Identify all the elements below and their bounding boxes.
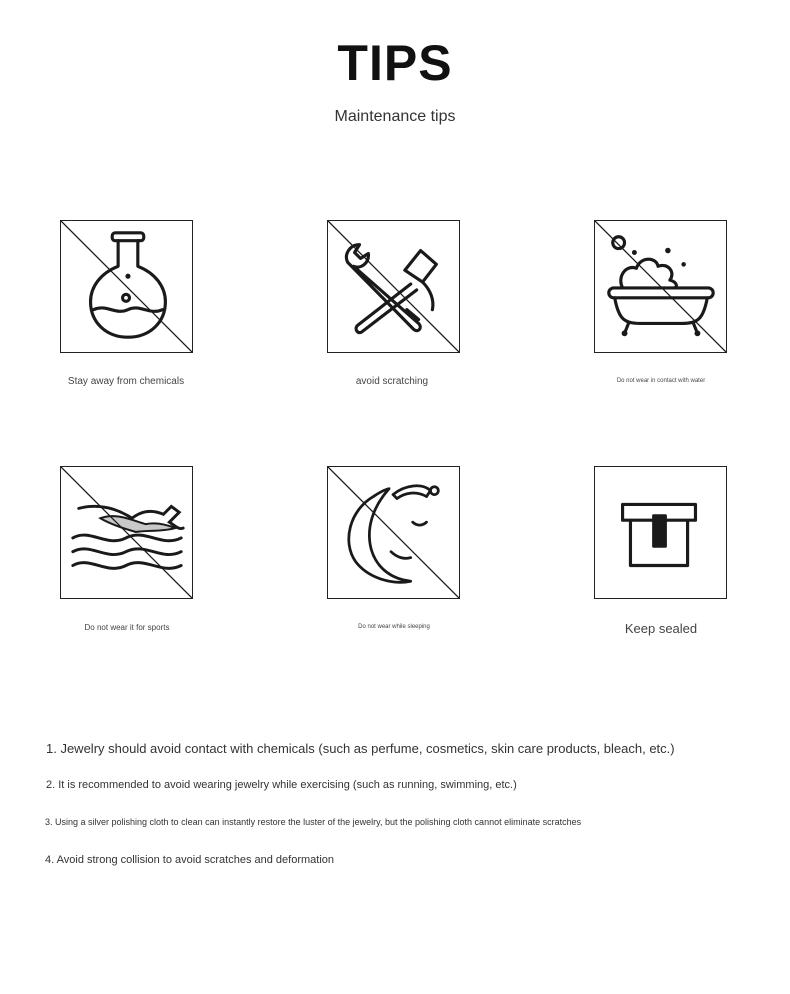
icon-caption: Do not wear it for sports bbox=[84, 623, 170, 632]
tip-item: 2. It is recommended to avoid wearing jewelry while exercising (such as running, swimming, etc.) bbox=[46, 779, 517, 791]
tip-item: 4. Avoid strong collision to avoid scratches and deformation bbox=[45, 854, 335, 866]
icon-caption: Stay away from chemicals bbox=[67, 376, 185, 387]
sports-tile bbox=[60, 466, 193, 599]
sleeping-tile bbox=[327, 466, 460, 599]
sealed-tile bbox=[594, 466, 727, 599]
icon-caption: Do not wear while sleeping bbox=[358, 624, 430, 630]
sealed-box-icon bbox=[595, 467, 726, 598]
bathtub-icon bbox=[595, 221, 726, 352]
tip-item: 3. Using a silver polishing cloth to clean can instantly restore the luster of the jewelry, but the polishing cloth cannot eliminate scratches bbox=[45, 817, 582, 827]
sleeping-moon-icon bbox=[328, 467, 459, 598]
icon-caption: avoid scratching bbox=[355, 376, 429, 387]
scratching-tile bbox=[327, 220, 460, 353]
water-tile bbox=[594, 220, 727, 353]
page-title: TIPS bbox=[337, 35, 453, 91]
swimmer-icon bbox=[61, 467, 192, 598]
chemicals-tile bbox=[60, 220, 193, 353]
tip-item: 1. Jewelry should avoid contact with chemicals (such as perfume, cosmetics, skin care products, bleach, etc.) bbox=[46, 741, 675, 756]
page-subtitle: Maintenance tips bbox=[334, 108, 456, 125]
icon-caption: Keep sealed bbox=[624, 621, 698, 636]
chemical-flask-icon bbox=[61, 221, 192, 352]
icon-caption: Do not wear in contact with water bbox=[616, 378, 706, 384]
wrench-hammer-icon bbox=[328, 221, 459, 352]
